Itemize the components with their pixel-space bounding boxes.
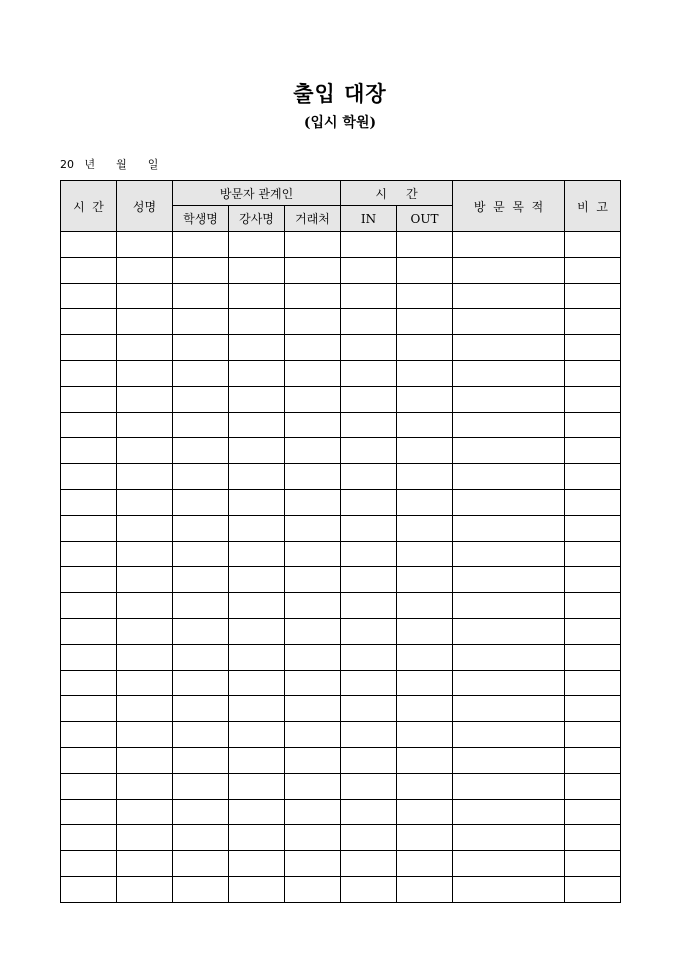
cell-time-out — [397, 489, 453, 515]
cell-student — [173, 747, 229, 773]
cell-time — [61, 283, 117, 309]
cell-time — [61, 876, 117, 902]
table-row — [61, 876, 621, 902]
cell-instructor — [229, 696, 285, 722]
cell-time — [61, 799, 117, 825]
cell-time-out — [397, 283, 453, 309]
table-row — [61, 464, 621, 490]
cell-time-out — [397, 232, 453, 258]
cell-name — [117, 618, 173, 644]
document-subtitle: (입시 학원) — [303, 115, 377, 131]
cell-vendor — [285, 876, 341, 902]
cell-vendor — [285, 232, 341, 258]
cell-time-in — [341, 618, 397, 644]
cell-remarks — [565, 541, 621, 567]
cell-time-in — [341, 825, 397, 851]
cell-time-out — [397, 799, 453, 825]
cell-time — [61, 309, 117, 335]
table-row — [61, 386, 621, 412]
cell-time-out — [397, 593, 453, 619]
cell-time-in — [341, 799, 397, 825]
cell-time-in — [341, 232, 397, 258]
cell-student — [173, 722, 229, 748]
cell-remarks — [565, 851, 621, 877]
table-row — [61, 851, 621, 877]
cell-purpose — [453, 644, 565, 670]
cell-purpose — [453, 670, 565, 696]
cell-name — [117, 541, 173, 567]
cell-time-out — [397, 515, 453, 541]
cell-purpose — [453, 309, 565, 335]
cell-student — [173, 309, 229, 335]
header-time: 시 간 — [61, 181, 117, 232]
cell-student — [173, 232, 229, 258]
cell-name — [117, 438, 173, 464]
table-row — [61, 283, 621, 309]
cell-purpose — [453, 489, 565, 515]
cell-time-out — [397, 567, 453, 593]
cell-time-out — [397, 464, 453, 490]
cell-remarks — [565, 773, 621, 799]
cell-time-in — [341, 567, 397, 593]
cell-time-in — [341, 670, 397, 696]
cell-student — [173, 696, 229, 722]
cell-purpose — [453, 283, 565, 309]
cell-name — [117, 489, 173, 515]
cell-time — [61, 851, 117, 877]
cell-instructor — [229, 799, 285, 825]
cell-student — [173, 799, 229, 825]
cell-time-out — [397, 670, 453, 696]
cell-remarks — [565, 438, 621, 464]
cell-purpose — [453, 696, 565, 722]
table-row — [61, 593, 621, 619]
cell-student — [173, 851, 229, 877]
cell-time-in — [341, 386, 397, 412]
cell-purpose — [453, 438, 565, 464]
table-row — [61, 412, 621, 438]
cell-name — [117, 747, 173, 773]
table-row — [61, 438, 621, 464]
cell-remarks — [565, 283, 621, 309]
cell-time-in — [341, 515, 397, 541]
cell-instructor — [229, 567, 285, 593]
cell-time — [61, 541, 117, 567]
date-line: 20 년 월 일 — [60, 158, 159, 171]
cell-purpose — [453, 747, 565, 773]
cell-student — [173, 489, 229, 515]
cell-vendor — [285, 618, 341, 644]
cell-student — [173, 335, 229, 361]
cell-time — [61, 722, 117, 748]
header-remarks: 비 고 — [565, 181, 621, 232]
cell-vendor — [285, 283, 341, 309]
cell-instructor — [229, 618, 285, 644]
cell-student — [173, 283, 229, 309]
cell-time — [61, 360, 117, 386]
cell-student — [173, 257, 229, 283]
cell-vendor — [285, 438, 341, 464]
cell-student — [173, 515, 229, 541]
cell-time-in — [341, 489, 397, 515]
cell-name — [117, 825, 173, 851]
cell-instructor — [229, 412, 285, 438]
cell-vendor — [285, 851, 341, 877]
cell-vendor — [285, 464, 341, 490]
table-row — [61, 567, 621, 593]
cell-vendor — [285, 670, 341, 696]
cell-purpose — [453, 851, 565, 877]
table-row — [61, 773, 621, 799]
table-row — [61, 747, 621, 773]
cell-name — [117, 464, 173, 490]
cell-name — [117, 851, 173, 877]
cell-time-out — [397, 825, 453, 851]
cell-vendor — [285, 644, 341, 670]
cell-time-out — [397, 360, 453, 386]
cell-name — [117, 773, 173, 799]
cell-student — [173, 567, 229, 593]
cell-student — [173, 644, 229, 670]
cell-purpose — [453, 773, 565, 799]
cell-time — [61, 696, 117, 722]
cell-name — [117, 644, 173, 670]
cell-time-out — [397, 773, 453, 799]
cell-time — [61, 567, 117, 593]
cell-student — [173, 773, 229, 799]
cell-time-in — [341, 309, 397, 335]
cell-purpose — [453, 515, 565, 541]
cell-instructor — [229, 593, 285, 619]
cell-purpose — [453, 541, 565, 567]
cell-instructor — [229, 722, 285, 748]
cell-time-in — [341, 335, 397, 361]
table-row — [61, 541, 621, 567]
cell-remarks — [565, 670, 621, 696]
table-row — [61, 799, 621, 825]
cell-name — [117, 722, 173, 748]
cell-time-out — [397, 722, 453, 748]
table-row — [61, 309, 621, 335]
header-student: 학생명 — [173, 206, 229, 232]
cell-purpose — [453, 257, 565, 283]
cell-remarks — [565, 799, 621, 825]
cell-instructor — [229, 386, 285, 412]
cell-instructor — [229, 309, 285, 335]
cell-time-out — [397, 257, 453, 283]
cell-student — [173, 593, 229, 619]
cell-vendor — [285, 799, 341, 825]
cell-remarks — [565, 257, 621, 283]
cell-time-out — [397, 335, 453, 361]
cell-instructor — [229, 541, 285, 567]
cell-time — [61, 747, 117, 773]
document-title: 출입 대장 — [293, 81, 387, 106]
cell-instructor — [229, 464, 285, 490]
header-time-out: OUT — [397, 206, 453, 232]
cell-remarks — [565, 489, 621, 515]
cell-remarks — [565, 232, 621, 258]
cell-time-in — [341, 257, 397, 283]
cell-time — [61, 773, 117, 799]
cell-name — [117, 567, 173, 593]
cell-time — [61, 232, 117, 258]
ledger-body — [61, 232, 621, 903]
table-row — [61, 515, 621, 541]
cell-purpose — [453, 386, 565, 412]
cell-vendor — [285, 593, 341, 619]
cell-vendor — [285, 412, 341, 438]
cell-time-out — [397, 851, 453, 877]
cell-time — [61, 412, 117, 438]
cell-student — [173, 360, 229, 386]
cell-remarks — [565, 696, 621, 722]
cell-purpose — [453, 412, 565, 438]
header-instructor: 강사명 — [229, 206, 285, 232]
header-vendor: 거래처 — [285, 206, 341, 232]
header-visitor-group: 방문자 관계인 — [173, 181, 341, 206]
cell-time — [61, 593, 117, 619]
cell-purpose — [453, 876, 565, 902]
table-row — [61, 696, 621, 722]
cell-student — [173, 618, 229, 644]
table-row — [61, 489, 621, 515]
cell-student — [173, 438, 229, 464]
cell-time-out — [397, 747, 453, 773]
cell-name — [117, 515, 173, 541]
cell-time-out — [397, 309, 453, 335]
cell-vendor — [285, 747, 341, 773]
cell-purpose — [453, 618, 565, 644]
cell-instructor — [229, 438, 285, 464]
cell-vendor — [285, 541, 341, 567]
cell-name — [117, 232, 173, 258]
cell-vendor — [285, 515, 341, 541]
cell-vendor — [285, 335, 341, 361]
header-visit-time: 시 간 — [341, 181, 453, 206]
table-row — [61, 257, 621, 283]
cell-time-out — [397, 541, 453, 567]
cell-name — [117, 309, 173, 335]
cell-purpose — [453, 593, 565, 619]
cell-vendor — [285, 360, 341, 386]
cell-remarks — [565, 567, 621, 593]
cell-time — [61, 670, 117, 696]
table-row — [61, 335, 621, 361]
table-row — [61, 644, 621, 670]
cell-remarks — [565, 722, 621, 748]
cell-time-in — [341, 541, 397, 567]
table-row — [61, 232, 621, 258]
cell-remarks — [565, 593, 621, 619]
table-row — [61, 360, 621, 386]
cell-purpose — [453, 567, 565, 593]
cell-time — [61, 515, 117, 541]
table-row — [61, 722, 621, 748]
cell-name — [117, 257, 173, 283]
cell-instructor — [229, 232, 285, 258]
cell-name — [117, 360, 173, 386]
cell-instructor — [229, 773, 285, 799]
header-time-in: IN — [341, 206, 397, 232]
cell-time-out — [397, 644, 453, 670]
cell-vendor — [285, 825, 341, 851]
cell-time-in — [341, 360, 397, 386]
cell-time-out — [397, 438, 453, 464]
cell-time-in — [341, 464, 397, 490]
header-purpose: 방 문 목 적 — [453, 181, 565, 232]
cell-time-in — [341, 283, 397, 309]
cell-purpose — [453, 360, 565, 386]
cell-time-in — [341, 722, 397, 748]
cell-remarks — [565, 876, 621, 902]
cell-time — [61, 825, 117, 851]
cell-instructor — [229, 670, 285, 696]
cell-purpose — [453, 232, 565, 258]
cell-instructor — [229, 747, 285, 773]
cell-remarks — [565, 644, 621, 670]
cell-vendor — [285, 722, 341, 748]
cell-vendor — [285, 773, 341, 799]
cell-time — [61, 464, 117, 490]
cell-vendor — [285, 567, 341, 593]
cell-student — [173, 386, 229, 412]
cell-remarks — [565, 515, 621, 541]
cell-time — [61, 489, 117, 515]
cell-remarks — [565, 309, 621, 335]
cell-remarks — [565, 386, 621, 412]
cell-time — [61, 438, 117, 464]
cell-instructor — [229, 876, 285, 902]
cell-remarks — [565, 335, 621, 361]
cell-remarks — [565, 618, 621, 644]
table-row — [61, 825, 621, 851]
cell-time — [61, 618, 117, 644]
cell-student — [173, 876, 229, 902]
cell-name — [117, 386, 173, 412]
cell-time-out — [397, 876, 453, 902]
cell-purpose — [453, 464, 565, 490]
cell-time-out — [397, 696, 453, 722]
cell-time — [61, 335, 117, 361]
cell-name — [117, 412, 173, 438]
table-row — [61, 670, 621, 696]
cell-remarks — [565, 360, 621, 386]
cell-time — [61, 257, 117, 283]
cell-remarks — [565, 747, 621, 773]
cell-time — [61, 386, 117, 412]
cell-purpose — [453, 335, 565, 361]
cell-instructor — [229, 515, 285, 541]
cell-time — [61, 644, 117, 670]
header-name: 성명 — [117, 181, 173, 232]
cell-instructor — [229, 489, 285, 515]
cell-purpose — [453, 799, 565, 825]
table-row — [61, 618, 621, 644]
cell-name — [117, 876, 173, 902]
cell-time-in — [341, 773, 397, 799]
cell-time-in — [341, 593, 397, 619]
cell-instructor — [229, 851, 285, 877]
cell-time-in — [341, 438, 397, 464]
cell-time-out — [397, 412, 453, 438]
cell-name — [117, 335, 173, 361]
cell-time-in — [341, 644, 397, 670]
cell-vendor — [285, 309, 341, 335]
cell-time-out — [397, 618, 453, 644]
cell-time-in — [341, 412, 397, 438]
cell-time-in — [341, 696, 397, 722]
cell-instructor — [229, 257, 285, 283]
cell-student — [173, 412, 229, 438]
visitor-ledger-table — [60, 180, 621, 903]
cell-student — [173, 464, 229, 490]
cell-student — [173, 825, 229, 851]
cell-vendor — [285, 257, 341, 283]
cell-purpose — [453, 722, 565, 748]
cell-name — [117, 593, 173, 619]
cell-instructor — [229, 644, 285, 670]
cell-purpose — [453, 825, 565, 851]
cell-time-in — [341, 851, 397, 877]
cell-remarks — [565, 464, 621, 490]
cell-name — [117, 799, 173, 825]
cell-instructor — [229, 335, 285, 361]
cell-time-in — [341, 747, 397, 773]
cell-remarks — [565, 412, 621, 438]
cell-vendor — [285, 696, 341, 722]
cell-vendor — [285, 489, 341, 515]
cell-time-in — [341, 876, 397, 902]
cell-instructor — [229, 825, 285, 851]
cell-instructor — [229, 283, 285, 309]
cell-name — [117, 696, 173, 722]
cell-student — [173, 541, 229, 567]
cell-instructor — [229, 360, 285, 386]
cell-name — [117, 670, 173, 696]
cell-vendor — [285, 386, 341, 412]
cell-name — [117, 283, 173, 309]
cell-student — [173, 670, 229, 696]
cell-time-out — [397, 386, 453, 412]
cell-remarks — [565, 825, 621, 851]
